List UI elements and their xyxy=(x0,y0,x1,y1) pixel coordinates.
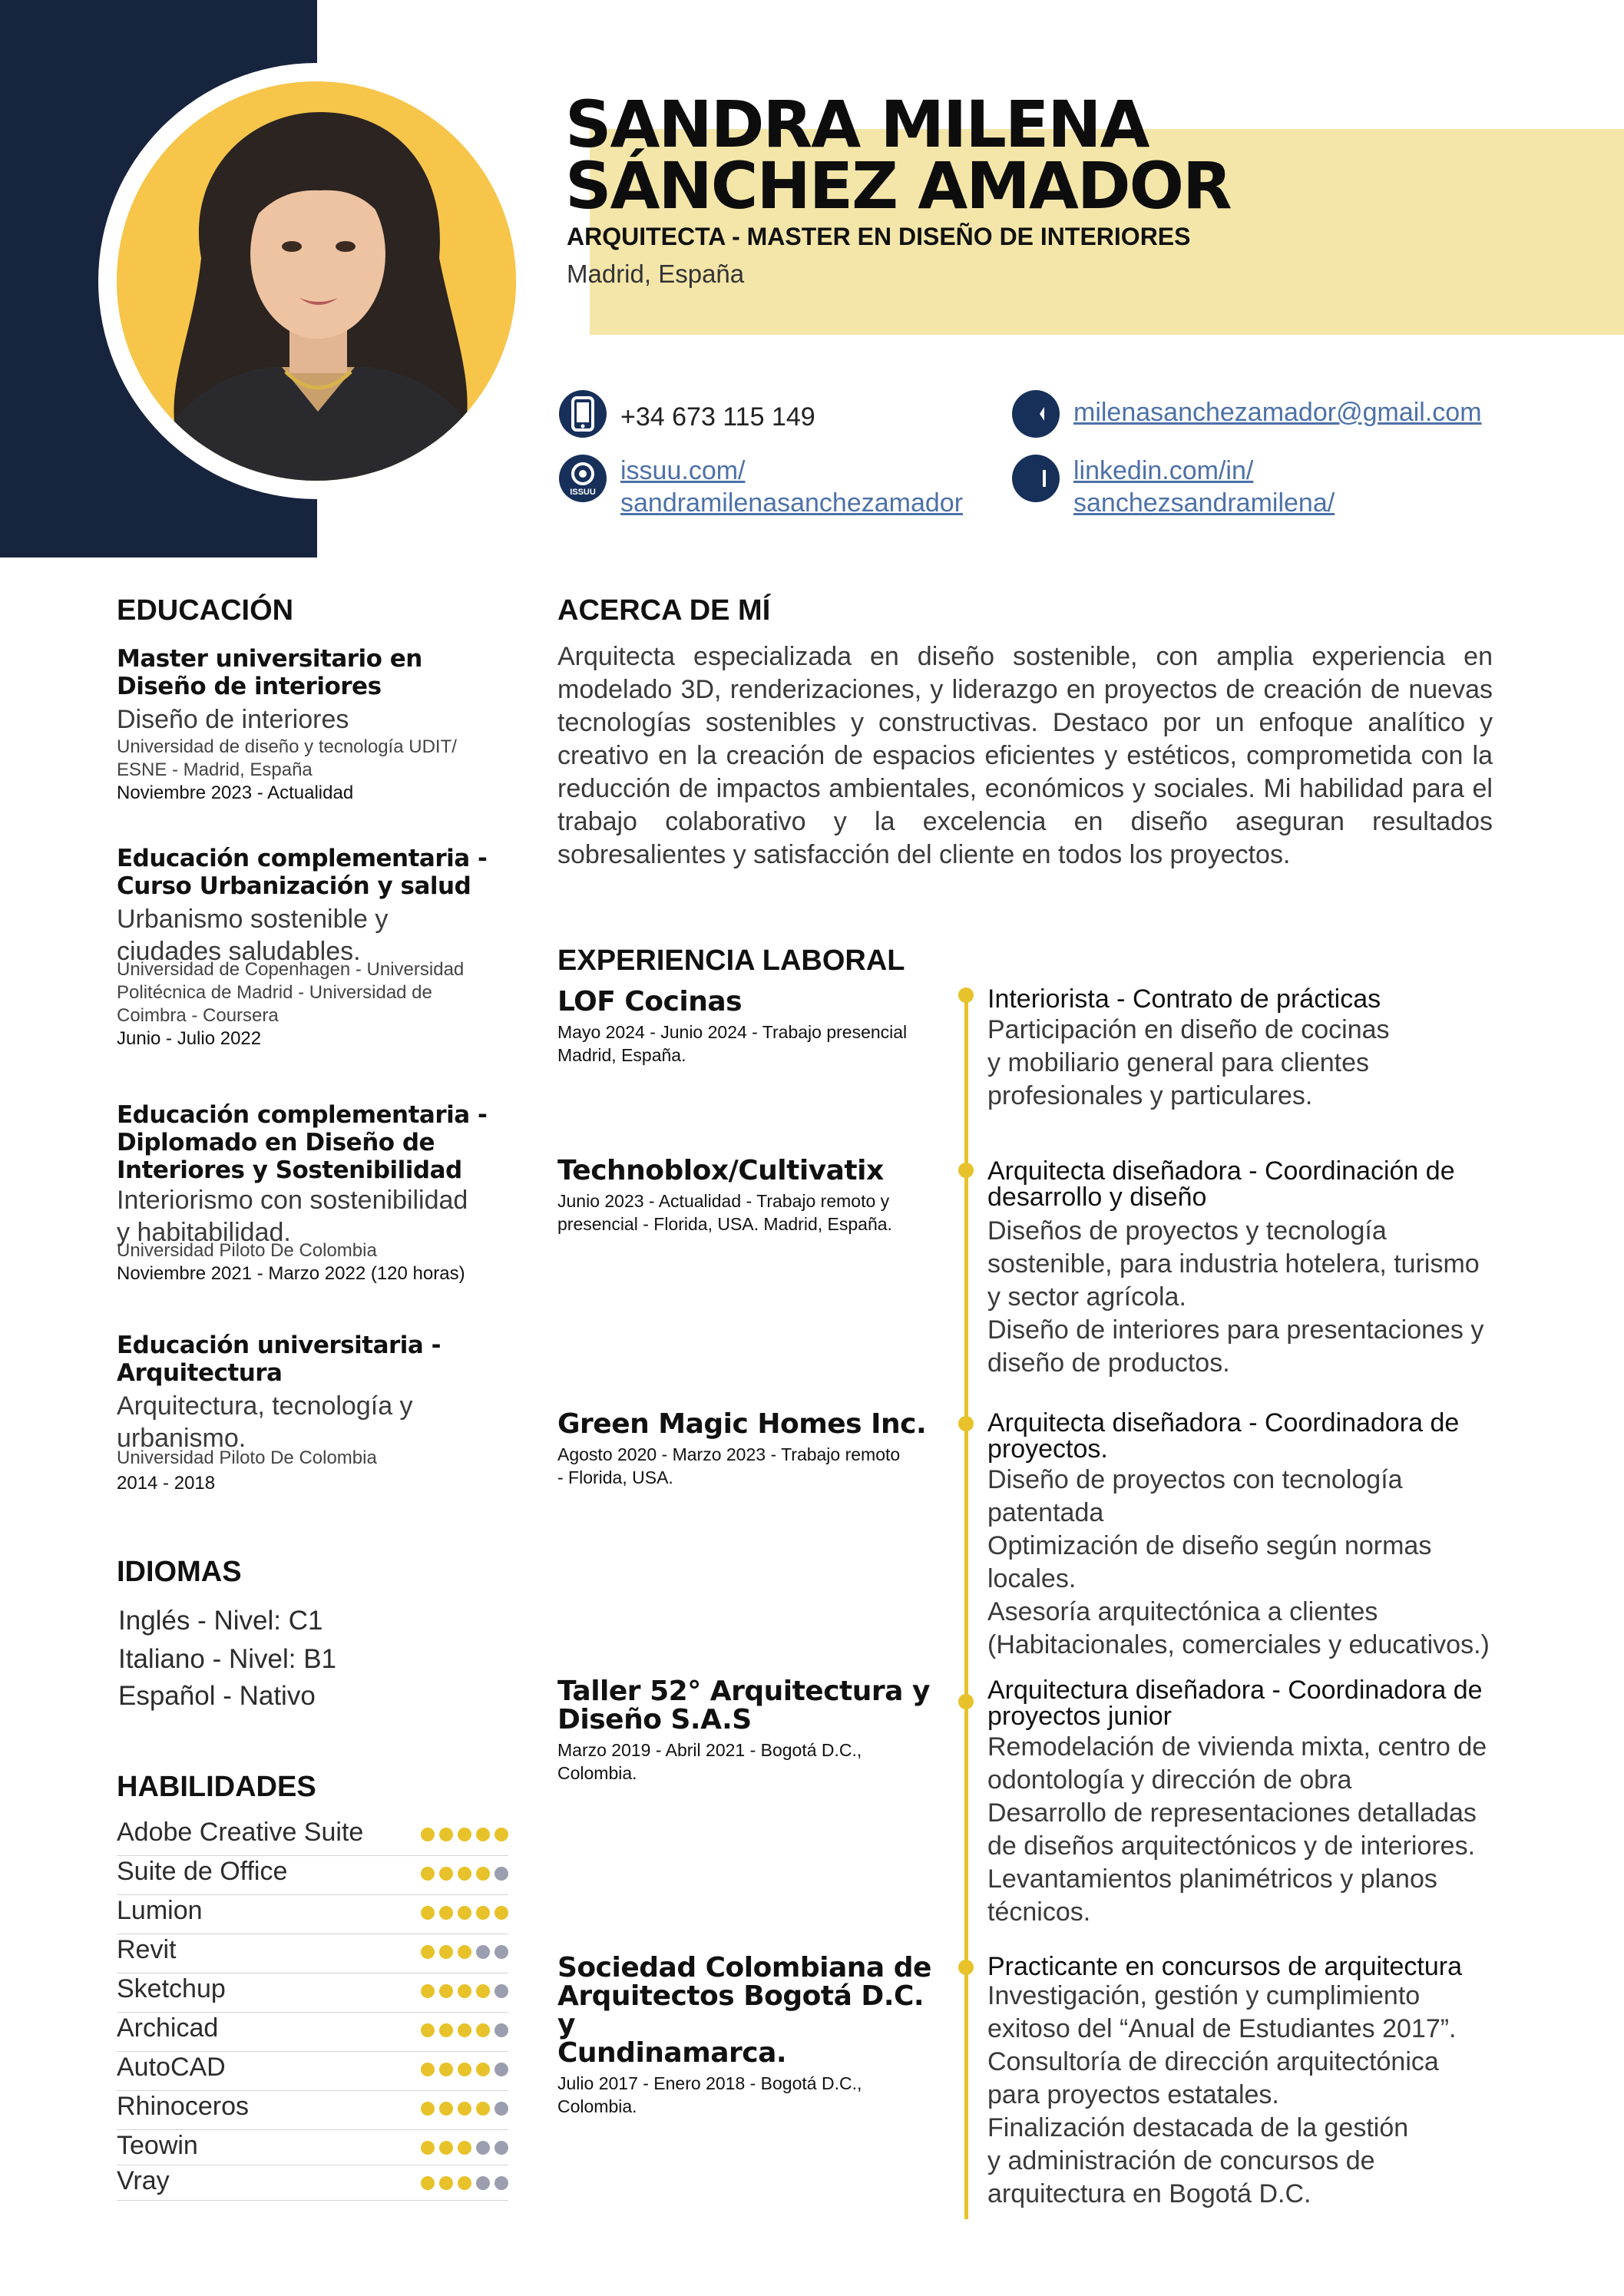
skill-row xyxy=(117,1973,508,2013)
job-company-block xyxy=(557,1954,941,2118)
skill-dot-filled xyxy=(439,1867,453,1881)
education-subtitle xyxy=(117,1390,516,1454)
experience-heading: EXPERIENCIA LABORAL xyxy=(557,945,905,977)
job-company-block xyxy=(557,1410,941,1489)
skill-dot-filled xyxy=(476,1828,490,1841)
job-company-line: Arquitectos Bogotá D.C. y xyxy=(557,1980,924,2040)
skill-name: Revit xyxy=(117,1935,177,1964)
job-detail-block xyxy=(987,1410,1540,1662)
profile-photo xyxy=(117,81,516,481)
job-description-line: Desarrollo de representaciones detalladas xyxy=(987,1798,1477,1828)
skill-dot-filled xyxy=(439,1828,453,1841)
skill-dot-empty xyxy=(494,1867,508,1881)
skill-dot-filled xyxy=(458,1906,471,1920)
portrait-illustration xyxy=(117,81,516,481)
job-description-line: Levantamientos planimétricos y planos xyxy=(987,1864,1437,1894)
job-role-line: proyectos junior xyxy=(987,1702,1173,1731)
job-role-line: Arquitecta diseñadora - Coordinadora de xyxy=(987,1408,1460,1437)
job-meta xyxy=(557,1443,941,1489)
job-meta-line: Colombia. xyxy=(557,2096,637,2116)
job-description-line: exitoso del “Anual de Estudiantes 2017”. xyxy=(987,2014,1457,2043)
contact-email xyxy=(1012,390,1482,438)
education-date: Noviembre 2021 - Marzo 2022 (120 horas) xyxy=(117,1263,465,1284)
job-description-line: y sector agrícola. xyxy=(987,1282,1186,1312)
skill-name: Adobe Creative Suite xyxy=(117,1818,364,1847)
job-role-line: Practicante en concursos de arquitectura xyxy=(987,1952,1463,1981)
skill-dot-filled xyxy=(421,2102,435,2116)
skill-dot-empty xyxy=(476,2176,490,2190)
skill-dot-filled xyxy=(458,2023,471,2037)
job-role-line: Arquitectura diseñadora - Coordinadora de xyxy=(987,1676,1483,1705)
education-subtitle-line: ciudades saludables. xyxy=(117,937,361,966)
job-detail-block xyxy=(987,1158,1540,1380)
skill-rating xyxy=(421,2013,508,2037)
job-description-line: Optimización de diseño según normas xyxy=(987,1531,1432,1560)
education-subtitle xyxy=(117,703,516,736)
contact-linkedin xyxy=(1012,455,1335,519)
job-description-line: Remodelación de vivienda mixta, centro de xyxy=(987,1732,1487,1762)
job-description-line: Finalización destacada de la gestión xyxy=(987,2113,1409,2142)
email-link[interactable]: milenasanchezamador@gmail.com xyxy=(1073,398,1482,427)
skill-dot-filled xyxy=(476,1906,490,1920)
linkedin-link-line-1: linkedin.com/in/ xyxy=(1073,456,1254,485)
job-role-line: Interiorista - Contrato de prácticas xyxy=(987,984,1381,1014)
language-item: Italiano - Nivel: B1 xyxy=(118,1644,337,1674)
job-description-line: patentada xyxy=(987,1498,1104,1527)
job-detail-block xyxy=(987,986,1540,1113)
skill-dot-filled xyxy=(458,2102,471,2116)
skill-dot-filled xyxy=(476,2102,490,2116)
job-detail-block xyxy=(987,1954,1540,2211)
skill-dot-filled xyxy=(421,1867,435,1881)
job-meta-line: Agosto 2020 - Marzo 2023 - Trabajo remoto xyxy=(557,1444,901,1464)
timeline-dot xyxy=(958,1163,974,1178)
education-institution xyxy=(117,1447,516,1470)
job-description-line: Investigación, gestión y cumplimiento xyxy=(987,1981,1421,2010)
education-institution-line: ESNE - Madrid, España xyxy=(117,759,313,780)
education-title-line: Educación universitaria - xyxy=(117,1332,441,1359)
skill-name: Vray xyxy=(117,2166,170,2195)
skill-dot-filled xyxy=(421,1906,435,1920)
job-description-line: técnicos. xyxy=(987,1897,1091,1927)
linkedin-link[interactable] xyxy=(1073,455,1335,519)
skill-dot-filled xyxy=(476,1867,490,1881)
skill-dot-filled xyxy=(439,2023,453,2037)
job-company xyxy=(557,1410,941,1438)
phone-icon xyxy=(559,390,607,438)
skill-dot-empty xyxy=(494,2063,508,2076)
contact-issuu xyxy=(559,455,963,519)
education-item xyxy=(117,845,516,1050)
skill-name: Suite de Office xyxy=(117,1857,288,1886)
job-meta-line: Julio 2017 - Enero 2018 - Bogotá D.C., xyxy=(557,2073,862,2093)
skill-dot-filled xyxy=(458,1984,471,1998)
languages-heading: IDIOMAS xyxy=(117,1556,242,1588)
education-title xyxy=(117,645,516,700)
education-item xyxy=(117,1332,516,1495)
skill-dot-empty xyxy=(494,1984,508,1998)
skills-heading: HABILIDADES xyxy=(117,1771,316,1803)
job-description-line: Asesoría arquitectónica a clientes xyxy=(987,1597,1378,1626)
job-description xyxy=(987,1731,1540,1929)
skill-dot-filled xyxy=(439,1984,453,1998)
skill-dot-filled xyxy=(439,2141,453,2155)
skill-dot-filled xyxy=(458,1945,471,1959)
job-company xyxy=(557,1156,941,1185)
education-title-line: Arquitectura xyxy=(117,1359,283,1387)
education-subtitle-line: Arquitectura, tecnología y xyxy=(117,1391,413,1421)
contact-phone xyxy=(559,390,815,438)
skill-row xyxy=(117,2091,508,2130)
skill-dot-filled xyxy=(458,2141,471,2155)
linkedin-link-line-2: sanchezsandramilena/ xyxy=(1073,488,1335,518)
job-description-line: (Habitacionales, comerciales y educativos.) xyxy=(987,1630,1490,1659)
skill-name: Lumion xyxy=(117,1896,203,1925)
skill-dot-filled xyxy=(439,1945,453,1959)
skill-dot-filled xyxy=(476,2023,490,2037)
job-role-line: Arquitecta diseñadora - Coordinación de xyxy=(987,1156,1455,1186)
issuu-icon xyxy=(559,455,607,502)
skill-row xyxy=(117,1856,508,1895)
job-description-line: para proyectos estatales. xyxy=(987,2080,1279,2109)
education-institution-line: Universidad de Copenhagen - Universidad xyxy=(117,959,465,980)
skill-name: Archicad xyxy=(117,2013,219,2043)
skill-row xyxy=(117,2052,508,2091)
job-description-line: diseño de productos. xyxy=(987,1348,1230,1378)
education-institution xyxy=(117,1239,516,1262)
skill-rating xyxy=(421,1973,508,1998)
education-title xyxy=(117,1101,516,1184)
job-detail-block xyxy=(987,1677,1540,1929)
skill-name: Rhinoceros xyxy=(117,2092,249,2121)
job-description-line: Diseños de proyectos y tecnología xyxy=(987,1216,1387,1246)
skill-dot-empty xyxy=(494,2141,508,2155)
skill-row xyxy=(117,2165,508,2201)
skill-rating xyxy=(421,1895,508,1920)
skill-dot-filled xyxy=(421,2141,435,2155)
name-line-2: SÁNCHEZ AMADOR xyxy=(565,148,1231,223)
issuu-link[interactable] xyxy=(620,455,963,519)
skill-dot-filled xyxy=(421,2063,435,2076)
skill-dot-filled xyxy=(421,1828,435,1841)
education-title xyxy=(117,845,516,900)
education-date: 2014 - 2018 xyxy=(117,1473,216,1494)
issuu-link-line-2: sandramilenasanchezamador xyxy=(620,488,964,518)
education-title-line: Diseño de interiores xyxy=(117,673,382,700)
skill-dot-filled xyxy=(494,1906,508,1920)
issuu-icon-label: ISSUU xyxy=(570,488,596,497)
job-company xyxy=(557,1954,941,2067)
job-meta xyxy=(557,1021,941,1067)
skill-dot-filled xyxy=(494,1828,508,1841)
timeline-dot xyxy=(958,1416,974,1431)
job-company-line: Green Magic Homes Inc. xyxy=(557,1408,927,1440)
skill-row xyxy=(117,2013,508,2052)
skill-dot-filled xyxy=(458,1867,471,1881)
education-item xyxy=(117,1101,516,1285)
job-description-line: de diseños arquitectónicos y de interiores. xyxy=(987,1831,1476,1861)
skill-dot-filled xyxy=(439,2102,453,2116)
job-role xyxy=(987,986,1540,1012)
job-company-line: Diseño S.A.S xyxy=(557,1704,752,1735)
job-description-line: arquitectura en Bogotá D.C. xyxy=(987,2179,1311,2208)
job-meta-line: Madrid, España. xyxy=(557,1045,686,1065)
education-institution-line: Universidad de diseño y tecnología UDIT/ xyxy=(117,736,457,757)
education-title-line: Curso Urbanización y salud xyxy=(117,872,471,900)
skill-dot-empty xyxy=(494,2102,508,2116)
phone-number: +34 673 115 149 xyxy=(620,402,815,432)
skill-dot-empty xyxy=(476,1945,490,1959)
timeline-dot xyxy=(958,988,974,1003)
education-institution-line: Universidad Piloto De Colombia xyxy=(117,1240,377,1261)
skill-dot-filled xyxy=(439,2176,453,2190)
job-meta-line: - Florida, USA. xyxy=(557,1467,673,1487)
job-meta xyxy=(557,2072,941,2118)
issuu-link-line-1: issuu.com/ xyxy=(620,456,746,485)
skill-dot-empty xyxy=(494,2176,508,2190)
job-company-block xyxy=(557,1677,941,1785)
job-description-line: y mobiliario general para clientes xyxy=(987,1048,1370,1077)
education-date: Noviembre 2023 - Actualidad xyxy=(117,782,354,803)
skill-row xyxy=(117,1817,508,1856)
job-meta-line: Junio 2023 - Actualidad - Trabajo remoto y xyxy=(557,1191,890,1211)
job-description-line: locales. xyxy=(987,1564,1077,1593)
location: Madrid, España xyxy=(567,260,745,288)
skill-dot-empty xyxy=(494,2023,508,2037)
education-heading: EDUCACIÓN xyxy=(117,594,294,627)
skill-dot-empty xyxy=(476,2141,490,2155)
education-subtitle-line: y habitabilidad. xyxy=(117,1218,291,1247)
job-company-line: Cundinamarca. xyxy=(557,2037,787,2069)
full-name xyxy=(565,87,1563,223)
job-description-line: y administración de concursos de xyxy=(987,2146,1375,2175)
skill-rating xyxy=(421,2091,508,2116)
job-description-line: Diseño de interiores para presentaciones y xyxy=(987,1315,1484,1345)
education-subtitle-line: Diseño de interiores xyxy=(117,705,349,734)
job-meta-line: Marzo 2019 - Abril 2021 - Bogotá D.C., xyxy=(557,1740,862,1760)
education-institution xyxy=(117,736,516,782)
job-role xyxy=(987,1410,1540,1462)
professional-title: ARQUITECTA - MASTER EN DISEÑO DE INTERIORES xyxy=(567,223,1191,250)
email-icon xyxy=(1012,390,1060,438)
education-subtitle-line: Urbanismo sostenible y xyxy=(117,905,389,934)
about-heading: ACERCA DE MÍ xyxy=(557,594,771,627)
education-title-line: Educación complementaria - xyxy=(117,1101,488,1129)
job-company-block xyxy=(557,1156,941,1236)
job-description xyxy=(987,1464,1540,1662)
job-role-line: proyectos. xyxy=(987,1434,1108,1464)
skill-row xyxy=(117,1934,508,1973)
education-institution-line: Coimbra - Coursera xyxy=(117,1005,279,1026)
skills-list xyxy=(117,1817,508,2201)
skill-rating xyxy=(421,2165,508,2190)
skill-dot-filled xyxy=(439,1906,453,1920)
skill-row xyxy=(117,2130,508,2165)
skill-name: Sketchup xyxy=(117,1974,226,2003)
job-company-block xyxy=(557,988,941,1067)
skill-dot-filled xyxy=(476,1984,490,1998)
skill-dot-filled xyxy=(458,2176,471,2190)
language-item: Español - Nativo xyxy=(118,1681,316,1711)
skill-dot-empty xyxy=(494,1945,508,1959)
linkedin-icon xyxy=(1012,455,1060,502)
timeline-dot xyxy=(958,1694,974,1709)
job-description-line: Diseño de proyectos con tecnología xyxy=(987,1465,1403,1494)
skill-dot-filled xyxy=(476,2063,490,2076)
education-institution xyxy=(117,958,516,1027)
job-role xyxy=(987,1158,1540,1210)
job-description xyxy=(987,1980,1540,2211)
job-meta-line: presencial - Florida, USA. Madrid, España. xyxy=(557,1214,892,1234)
name-line-1: SANDRA MILENA xyxy=(565,87,1149,162)
education-institution-line: Politécnica de Madrid - Universidad de xyxy=(117,982,432,1003)
skill-dot-filled xyxy=(421,2176,435,2190)
education-title-line: Diplomado en Diseño de xyxy=(117,1129,435,1156)
skill-dot-filled xyxy=(421,2023,435,2037)
job-company-line: Sociedad Colombiana de xyxy=(557,1952,931,1983)
job-description-line: sostenible, para industria hotelera, turismo xyxy=(987,1249,1480,1279)
job-meta xyxy=(557,1189,941,1236)
skill-row xyxy=(117,1895,508,1934)
job-company-line: LOF Cocinas xyxy=(557,986,743,1017)
job-company xyxy=(557,988,941,1016)
job-meta xyxy=(557,1739,941,1785)
job-meta-line: Mayo 2024 - Junio 2024 - Trabajo presencial xyxy=(557,1022,908,1042)
skill-dot-filled xyxy=(439,2063,453,2076)
skill-rating xyxy=(421,1856,508,1881)
skill-rating xyxy=(421,1934,508,1959)
job-role xyxy=(987,1954,1540,1980)
job-description-line: odontología y dirección de obra xyxy=(987,1765,1352,1795)
skill-dot-filled xyxy=(458,1828,471,1841)
skill-rating xyxy=(421,2052,508,2076)
skill-name: Teowin xyxy=(117,2131,198,2160)
job-company-line: Technoblox/Cultivatix xyxy=(557,1155,884,1186)
skill-rating xyxy=(421,1817,508,1841)
timeline-dot xyxy=(958,1960,974,1975)
job-role-line: desarrollo y diseño xyxy=(987,1183,1207,1212)
job-role xyxy=(987,1677,1540,1729)
about-text: Arquitecta especializada en diseño sostenible, con amplia experiencia en modelado 3D, renderizaciones, y liderazgo en proyectos de creación de nuevas tecnologías sostenibles y constructivas. Destaco por un enfoque analítico y creativo en la creación de espacios eficientes y estéticos, comprometida con la reducción de impactos ambientales, económicos y sociales. Mi habilidad para el trabajo colaborativo y la excelencia en diseño aseguran resultados sobresalientes y satisfacción del cliente en todos los proyectos. xyxy=(557,642,1493,869)
education-title-line: Educación complementaria - xyxy=(117,845,488,872)
education-title xyxy=(117,1332,516,1387)
education-item xyxy=(117,645,516,805)
job-company-line: Taller 52° Arquitectura y xyxy=(557,1676,930,1707)
job-description-line: Consultoría de dirección arquitectónica xyxy=(987,2047,1439,2076)
skill-dot-filled xyxy=(421,1984,435,1998)
job-description xyxy=(987,1014,1540,1113)
job-company xyxy=(557,1677,941,1734)
education-subtitle-line: urbanismo. xyxy=(117,1424,246,1453)
education-date: Junio - Julio 2022 xyxy=(117,1028,262,1049)
education-subtitle-line: Interiorismo con sostenibilidad xyxy=(117,1186,468,1215)
skill-name: AutoCAD xyxy=(117,2053,226,2082)
skill-dot-filled xyxy=(458,2063,471,2076)
education-title-line: Interiores y Sostenibilidad xyxy=(117,1156,462,1184)
job-description-line: Participación en diseño de cocinas xyxy=(987,1015,1390,1044)
skill-dot-filled xyxy=(421,1945,435,1959)
job-description-line: profesionales y particulares. xyxy=(987,1081,1313,1110)
skill-rating xyxy=(421,2130,508,2155)
job-description xyxy=(987,1215,1540,1380)
education-title-line: Master universitario en xyxy=(117,645,422,673)
language-item: Inglés - Nivel: C1 xyxy=(118,1606,323,1636)
education-institution-line: Universidad Piloto De Colombia xyxy=(117,1447,377,1468)
job-meta-line: Colombia. xyxy=(557,1763,637,1783)
